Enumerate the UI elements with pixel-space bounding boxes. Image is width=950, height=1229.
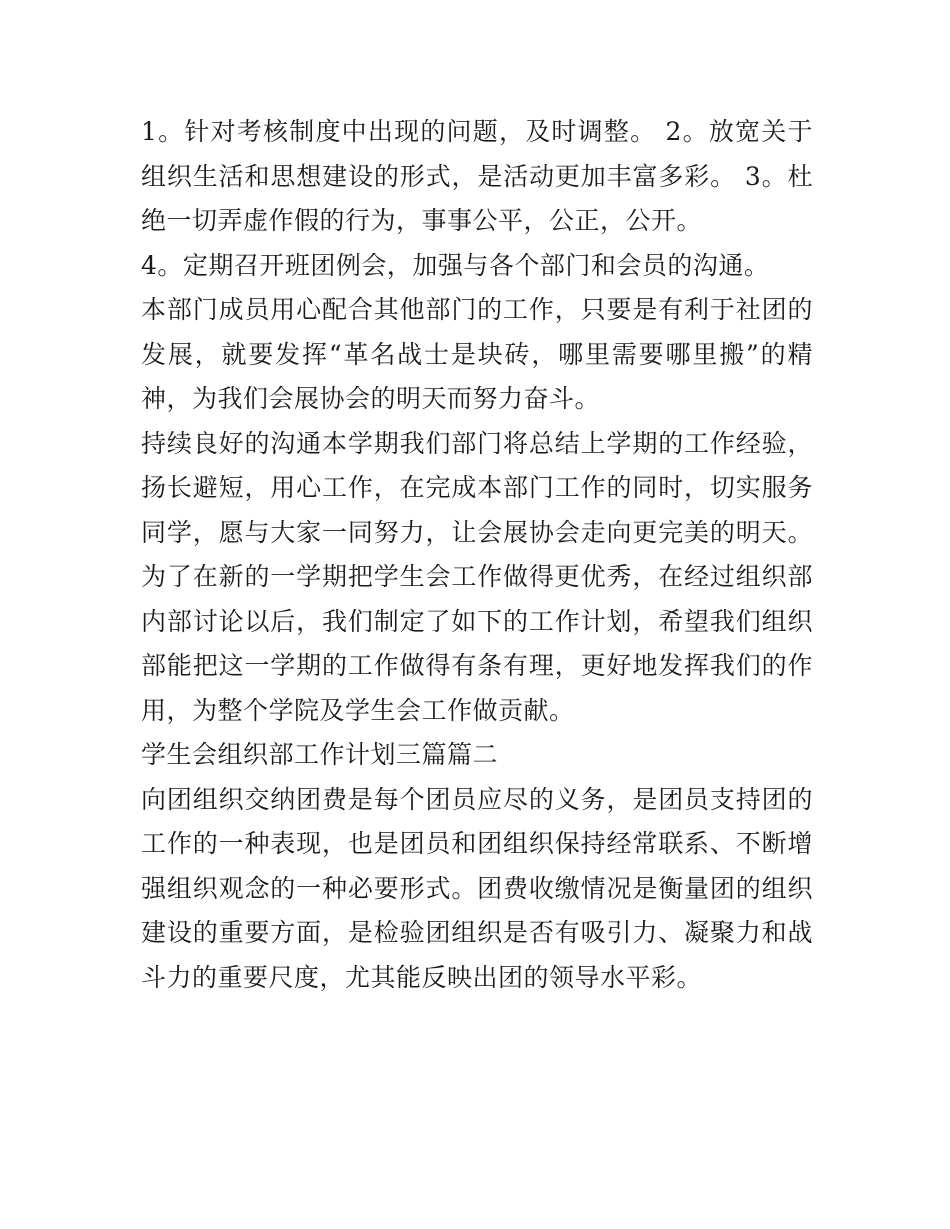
paragraph-2: 4。定期召开班团例会，加强与各个部门和会员的沟通。: [141, 250, 770, 280]
section-heading: 学生会组织部工作计划三篇篇二: [141, 740, 499, 769]
paragraph-5: 向团组织交纳团费是每个团员应尽的义务，是团员支持团的工作的一种表现，也是团员和团组织保持经常联系、不断增强组织观念的一种必要形式。团费收缴情况是衡量团的组织建设的重要方面，是检验团组织是否有吸引力、凝聚力和战斗力的重要尺度，尤其能反映出团的领导水平彩。: [141, 784, 813, 992]
paragraph-1: 1。针对考核制度中出现的问题，及时调整。 2。放宽关于组织生活和思想建设的形式，是活动更加丰富多彩。 3。杜绝一切弄虚作假的行为，事事公平，公正，公开。: [141, 117, 813, 235]
paragraph-3: 本部门成员用心配合其他部门的工作，只要是有利于社团的发展，就要发挥“革名战士是块砖，哪里需要哪里搬”的精神，为我们会展协会的明天而努力奋斗。: [141, 295, 813, 413]
paragraph-4: 持续良好的沟通本学期我们部门将总结上学期的工作经验，扬长避短，用心工作，在完成本部门工作的同时，切实服务同学，愿与大家一同努力，让会展协会走向更完美的明天。为了在新的一学期把学生会工作做得更优秀，在经过组织部内部讨论以后，我们制定了如下的工作计划，希望我们组织部能把这一学期的工作做得有条有理，更好地发挥我们的作用，为整个学院及学生会工作做贡献。: [141, 428, 813, 725]
document-body: [141, 110, 813, 1000]
